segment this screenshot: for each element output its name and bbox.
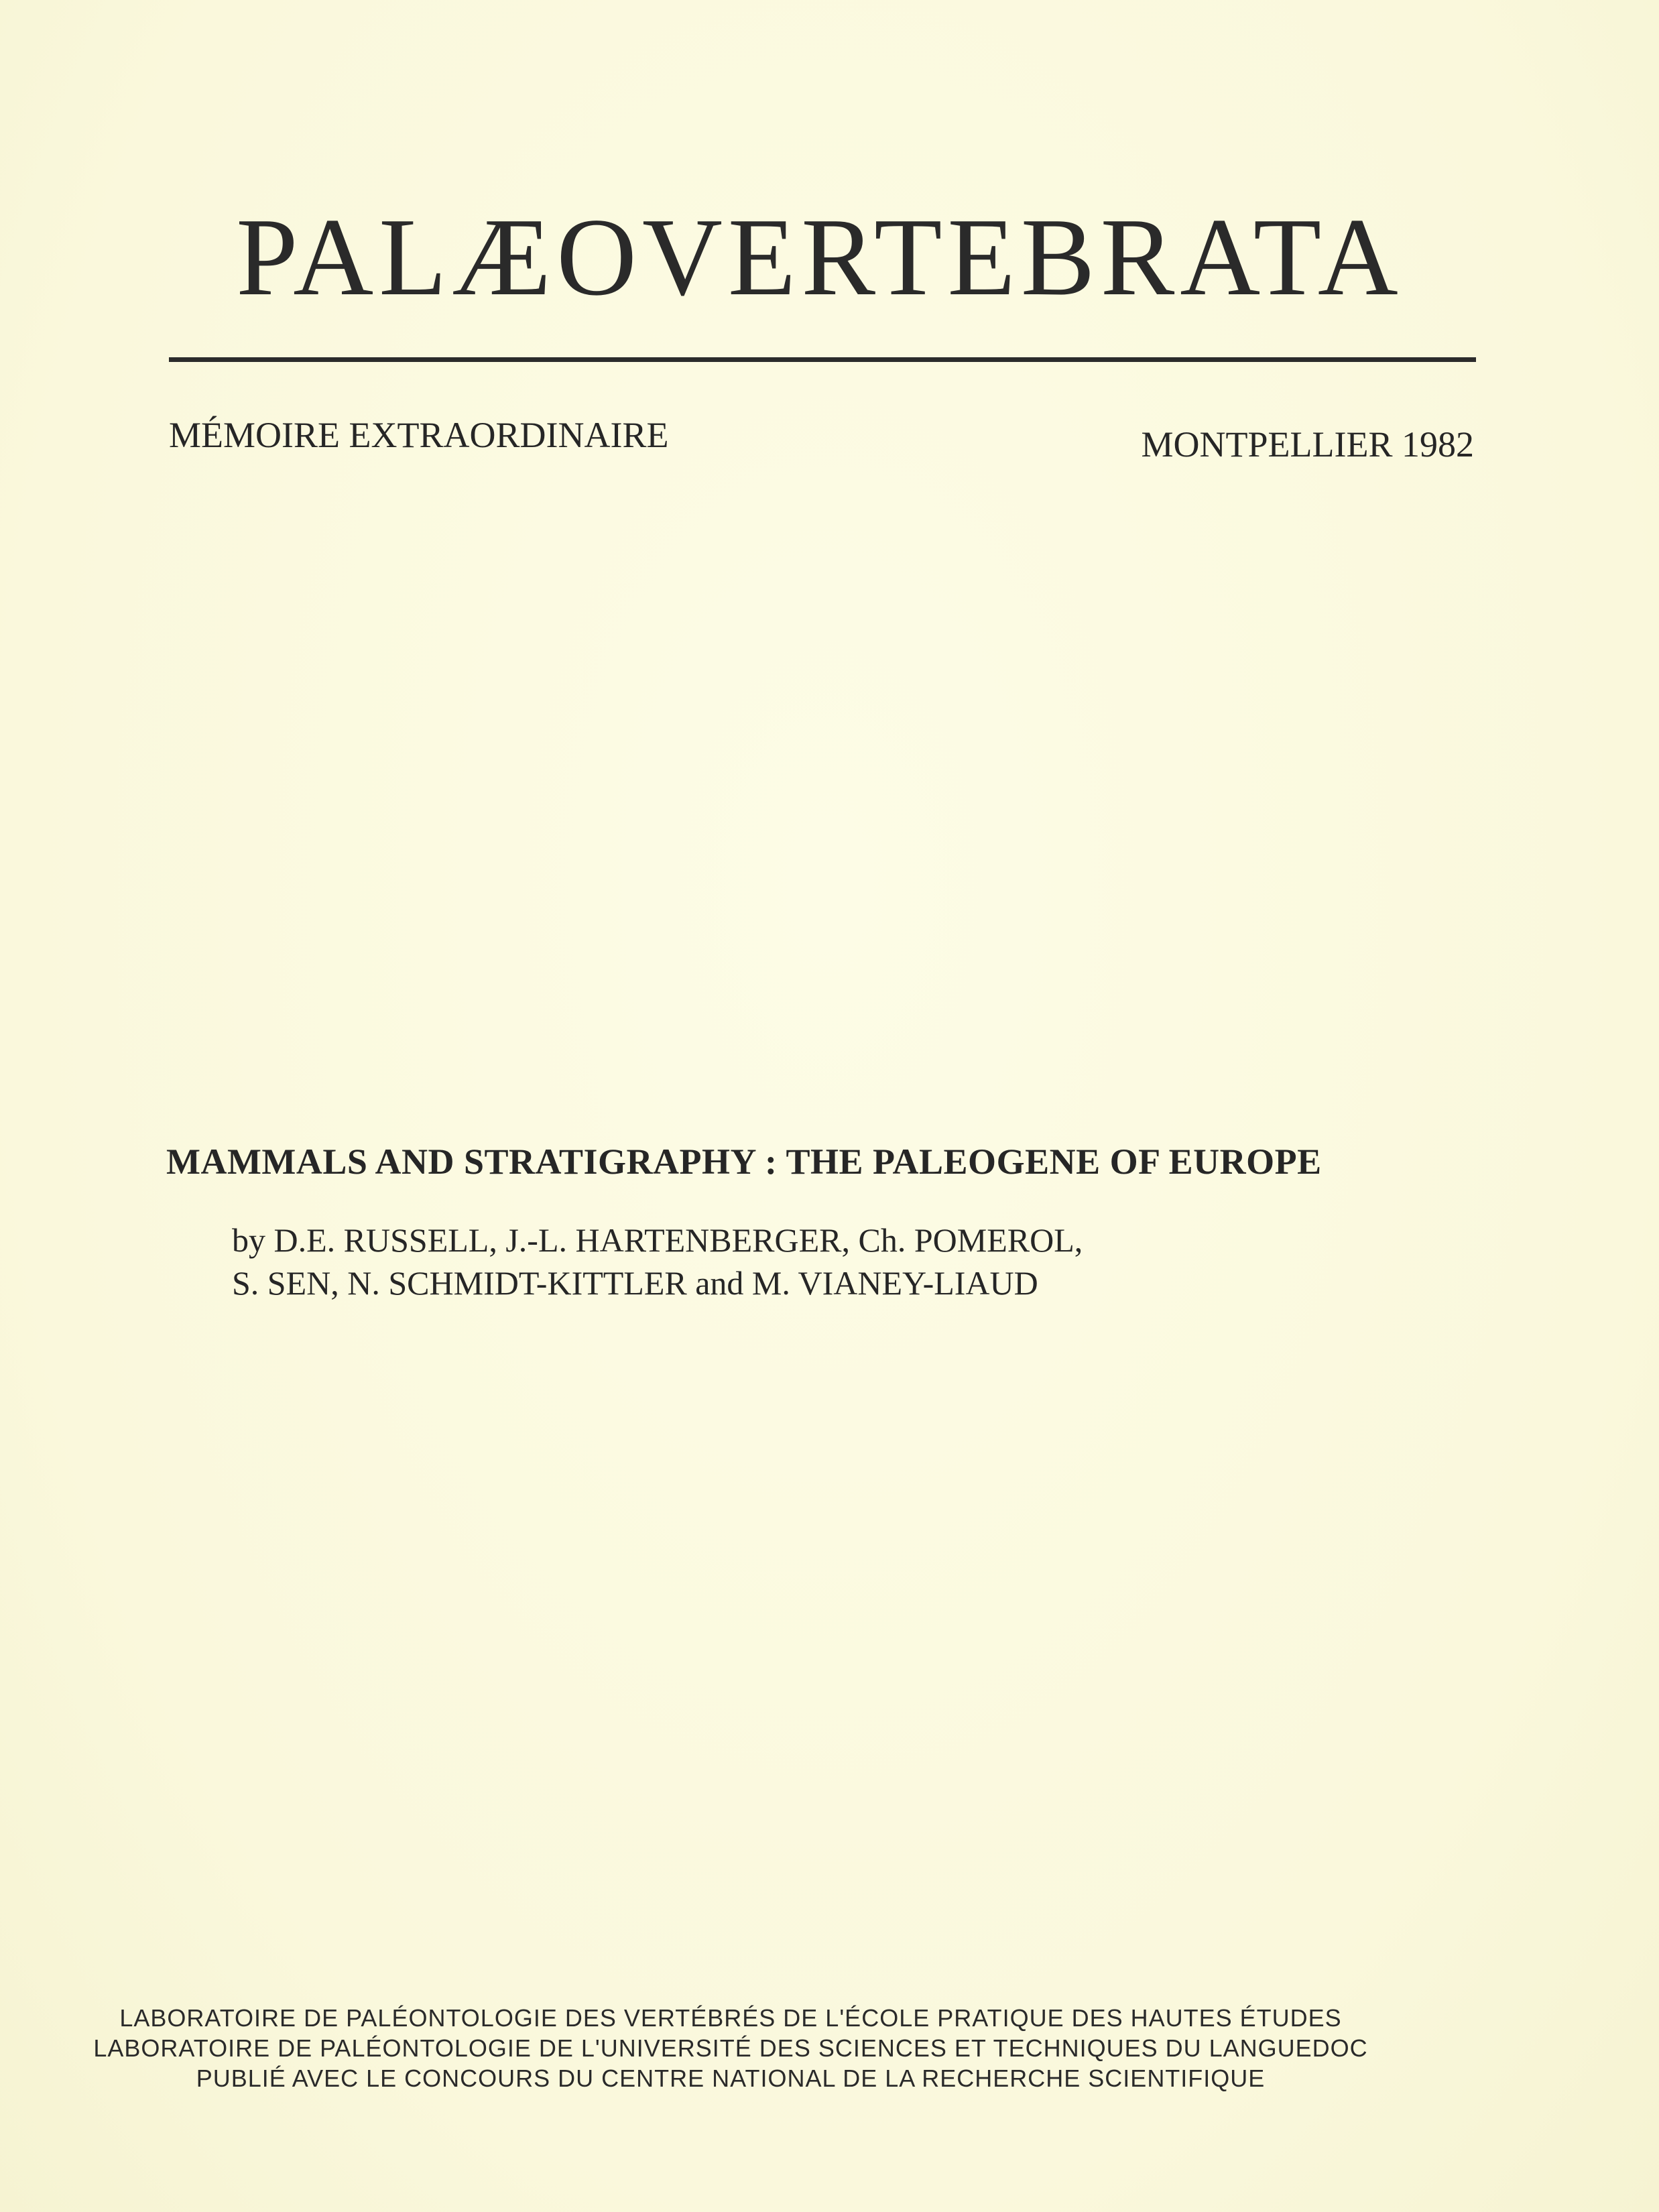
title-rule-divider (169, 357, 1476, 362)
journal-title: PALÆOVERTEBRATA (236, 195, 1404, 318)
authors-line: S. SEN, N. SCHMIDT-KITTLER and M. VIANEY-LIAUD (232, 1264, 1038, 1302)
work-title: MAMMALS AND STRATIGRAPHY : THE PALEOGENE OF EUROPE (166, 1142, 1322, 1182)
institution-line: LABORATOIRE DE PALÉONTOLOGIE DES VERTÉBRÉS DE L'ÉCOLE PRATIQUE DES HAUTES ÉTUDES (119, 2004, 1342, 2032)
authors-line: by D.E. RUSSELL, J.-L. HARTENBERGER, Ch. POMEROL, (232, 1221, 1083, 1259)
authors-block (232, 1219, 1083, 1304)
publisher-line: PUBLIÉ AVEC LE CONCOURS DU CENTRE NATIONAL DE LA RECHERCHE SCIENTIFIQUE (196, 2065, 1266, 2092)
institutions-block (0, 2003, 1461, 2093)
place-year-label: MONTPELLIER 1982 (1141, 424, 1474, 465)
institution-line: LABORATOIRE DE PALÉONTOLOGIE DE L'UNIVERSITÉ DES SCIENCES ET TECHNIQUES DU LANGUEDOC (93, 2034, 1368, 2062)
series-label: MÉMOIRE EXTRAORDINAIRE (169, 415, 669, 455)
